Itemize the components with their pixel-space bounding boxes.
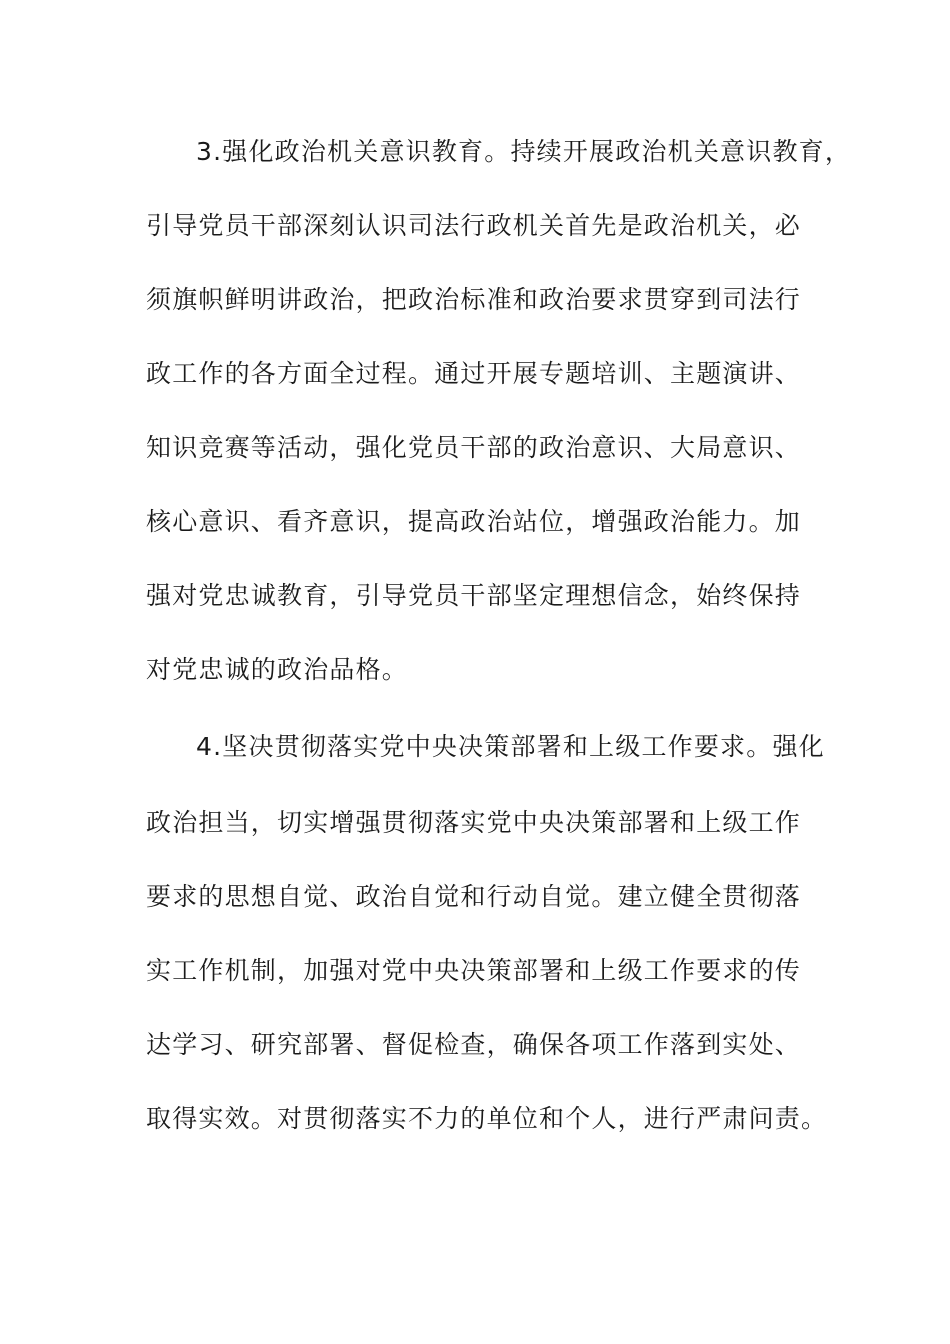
- paragraph-2-line-3: 要求的思想自觉、政治自觉和行动自觉。建立健全贯彻落: [146, 882, 802, 911]
- paragraph-2-line-6: 取得实效。对贯彻落实不力的单位和个人，进行严肃问责。: [146, 1104, 828, 1133]
- paragraph-2-line-1: 4.坚决贯彻落实党中央决策部署和上级工作要求。强化: [196, 732, 825, 761]
- paragraph-1-line-8: 对党忠诚的政治品格。: [146, 655, 409, 684]
- paragraph-2-line-5: 达学习、研究部署、督促检查，确保各项工作落到实处、: [146, 1030, 802, 1059]
- paragraph-1-line-7: 强对党忠诚教育，引导党员干部坚定理想信念，始终保持: [146, 581, 802, 610]
- paragraph-2-line-4: 实工作机制，加强对党中央决策部署和上级工作要求的传: [146, 956, 802, 985]
- paragraph-1-line-5: 知识竞赛等活动，强化党员干部的政治意识、大局意识、: [146, 433, 802, 462]
- paragraph-1-line-2: 引导党员干部深刻认识司法行政机关首先是政治机关，必: [146, 211, 802, 240]
- paragraph-2-line-2: 政治担当，切实增强贯彻落实党中央决策部署和上级工作: [146, 808, 802, 837]
- paragraph-1-line-6: 核心意识、看齐意识，提高政治站位，增强政治能力。加: [146, 507, 802, 536]
- paragraph-1-line-3: 须旗帜鲜明讲政治，把政治标准和政治要求贯穿到司法行: [146, 285, 802, 314]
- paragraph-1-line-1: 3.强化政治机关意识教育。持续开展政治机关意识教育，: [196, 137, 852, 166]
- paragraph-1-line-4: 政工作的各方面全过程。通过开展专题培训、主题演讲、: [146, 359, 802, 388]
